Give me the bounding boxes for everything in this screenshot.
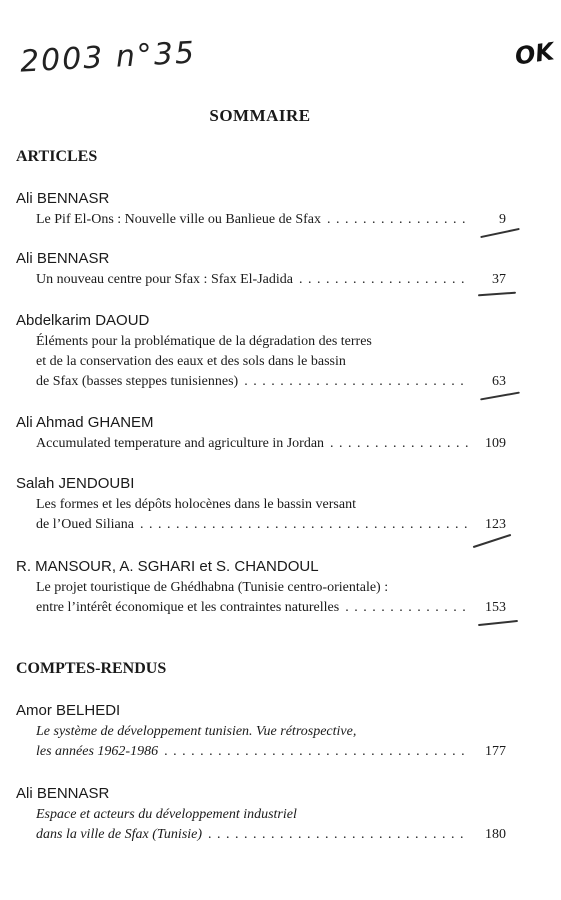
entry-page-number: 180 (485, 827, 506, 842)
page-title: SOMMAIRE (209, 106, 311, 125)
leader-dots (140, 515, 468, 535)
entry-title-text: de Sfax (basses steppes tunisiennes) (36, 374, 239, 389)
entry-author: Ali BENNASR (16, 250, 110, 267)
leader-dots (327, 210, 468, 230)
toc-entry (16, 412, 506, 454)
entry-title-text: les années 1962-1986 (36, 744, 159, 759)
entry-title-text: Le Pif El-Ons : Nouvelle ville ou Banlieue de Sfax (36, 212, 321, 227)
toc-entry (16, 783, 506, 845)
entry-title-text: Un nouveau centre pour Sfax : Sfax El-Jadida (36, 272, 293, 287)
entry-author: Salah JENDOUBI (16, 475, 135, 492)
section-heading-comptes-rendus: COMPTES-RENDUS (16, 660, 167, 677)
toc-entry (16, 188, 506, 230)
entry-title-text: dans la ville de Sfax (Tunisie) (36, 827, 203, 842)
entry-author: Amor BELHEDI (16, 702, 121, 719)
entry-author: R. MANSOUR, A. SGHARI et S. CHANDOUL (16, 558, 319, 575)
entry-page-number: 109 (485, 436, 506, 451)
entry-page-number: 63 (492, 374, 506, 389)
leader-dots (164, 742, 468, 762)
toc-entry (16, 248, 506, 290)
entry-title-line (36, 210, 506, 230)
entry-title-line (36, 372, 506, 392)
toc-entry (16, 556, 506, 618)
entry-author: Ali BENNASR (16, 785, 110, 802)
entry-page-number: 123 (485, 517, 506, 532)
section-heading-articles: ARTICLES (16, 148, 98, 165)
handwritten-tick-mark (478, 292, 516, 297)
entry-title-line (36, 598, 506, 618)
entry-title-line: Le système de développement tunisien. Vue rétrospective, (36, 724, 357, 739)
entry-author: Ali BENNASR (16, 190, 110, 207)
entry-author: Ali Ahmad GHANEM (16, 414, 154, 431)
entry-title-line: Espace et acteurs du développement industriel (36, 807, 297, 822)
toc-entry (16, 310, 506, 392)
entry-author: Abdelkarim DAOUD (16, 312, 150, 329)
entry-title-text: Accumulated temperature and agriculture in Jordan (36, 436, 325, 451)
entry-page-number: 37 (492, 272, 506, 287)
leader-dots (330, 434, 468, 454)
leader-dots (244, 372, 468, 392)
leader-dots (208, 825, 468, 845)
handwritten-tick-mark (480, 392, 520, 401)
entry-title-line (36, 434, 506, 454)
entry-page-number: 9 (499, 212, 506, 227)
entry-page-number: 153 (485, 600, 506, 615)
entry-title-line: et de la conservation des eaux et des sols dans le bassin (36, 354, 346, 369)
toc-entry (16, 473, 506, 535)
handwritten-ok-mark: OK (513, 37, 556, 71)
entry-title-text: entre l’intérêt économique et les contraintes naturelles (36, 600, 340, 615)
entry-title-line: Éléments pour la problématique de la dégradation des terres (36, 334, 372, 349)
leader-dots (345, 598, 468, 618)
entry-title-line (36, 825, 506, 845)
entry-title-line: Le projet touristique de Ghédhabna (Tunisie centro-orientale) : (36, 580, 389, 595)
entry-title-line: Les formes et les dépôts holocènes dans le bassin versant (36, 497, 356, 512)
entry-title-line (36, 515, 506, 535)
handwritten-tick-mark (473, 534, 512, 548)
leader-dots (299, 270, 468, 290)
toc-entry (16, 700, 506, 762)
handwritten-tick-mark (478, 620, 518, 626)
entry-title-text: de l’Oued Siliana (36, 517, 134, 532)
entry-title-line (36, 742, 506, 762)
entry-title-line (36, 270, 506, 290)
entry-page-number: 177 (485, 744, 506, 759)
handwritten-issue-note: 2003 n°35 (19, 35, 197, 80)
